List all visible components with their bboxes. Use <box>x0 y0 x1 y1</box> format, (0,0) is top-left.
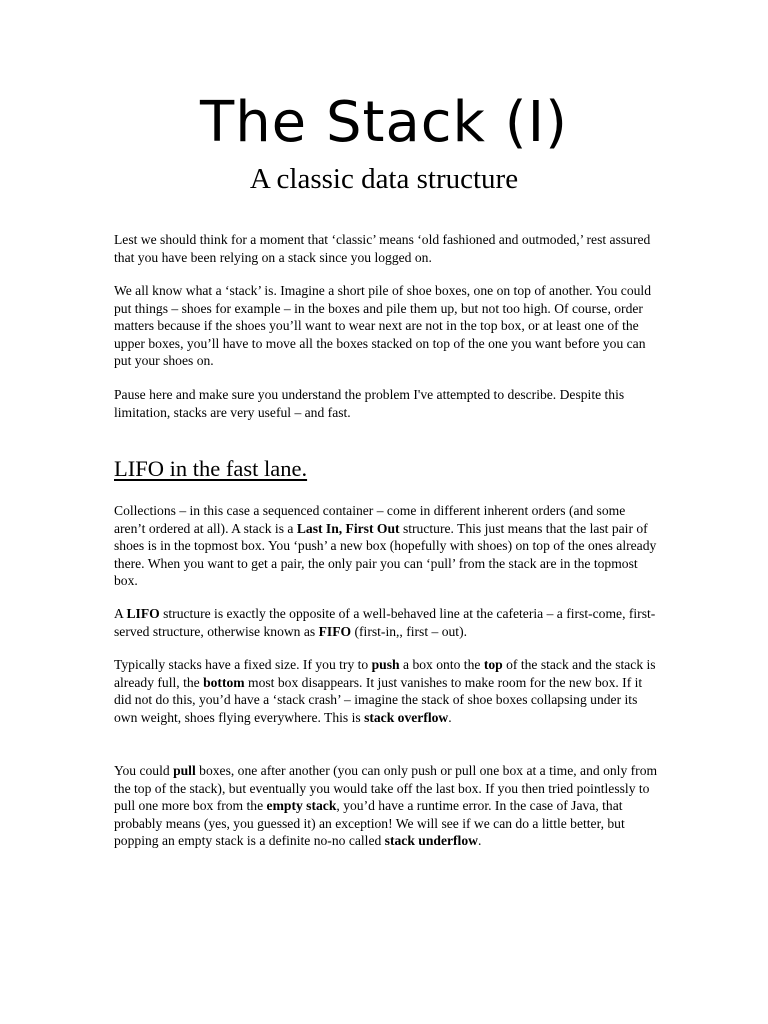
paragraph-text: most box disappears. It just vanishes to make room for the new box. If it did not do this, you’d have a ‘stack crash’ – imagine the stack of shoe boxes collapsing under its own weight, shoes flying everywhere. This is <box>114 674 643 725</box>
bold-term: FIFO <box>318 623 352 639</box>
bold-term: stack overflow <box>364 709 449 725</box>
bold-term: Last In, First Out <box>296 520 400 536</box>
overflow-paragraph <box>114 656 659 726</box>
bold-term: LIFO <box>126 606 160 621</box>
paragraph-text: , you’d have a runtime error. In the case of Java, that probably means (yes, you guessed it) an exception! We will see if we can do a little better, but popping an empty stack is a definite no-no called <box>114 798 625 848</box>
lifo-paragraph <box>114 502 659 590</box>
paragraph-text: structure is exactly the opposite of a well-behaved line at the cafeteria – a first-come, first-served structure, otherwise known as <box>114 606 656 639</box>
paragraph-text: . <box>448 709 452 725</box>
intro-paragraph-1: Lest we should think for a moment that ‘classic’ means ‘old fashioned and outmoded,’ rest assured that you have been relying on a stack since you logged on. <box>114 232 651 265</box>
bold-term: top <box>483 657 503 672</box>
paragraph-text: Collections – in this case a sequenced container – come in different inherent orders (and some aren’t ordered at all). A stack is a <box>114 503 626 536</box>
page-title: The Stack (I) <box>199 90 568 155</box>
paragraph-text: You could <box>114 763 174 778</box>
bold-term: push <box>371 657 400 672</box>
intro-paragraph-2: We all know what a ‘stack’ is. Imagine a short pile of shoe boxes, one on top of another. You could put things – shoes for example – in the boxes and pile them up, but not too high. Of course, order matters because if the shoes you’ll want to wear next are not in the top box, or at least one of the upper boxes, you’ll have to move all the boxes stacked on top of the one you want before you can put your shoes on. <box>114 283 652 368</box>
intro-paragraph-3: Pause here and make sure you understand the problem I've attempted to describe. Despite this limitation, stacks are very useful – and fast. <box>114 387 625 420</box>
paragraph-text: a box onto the <box>399 657 484 672</box>
section-heading: LIFO in the fast lane. <box>114 456 308 481</box>
paragraph-text: structure. This just means that the last pair of shoes is in the topmost box. You ‘push’ a new box (hopefully with shoes) on top of the ones already there. When you want to get a pair, the only pair you can ‘pull’ from the stack are in the topmost box. <box>114 520 657 588</box>
underflow-paragraph <box>114 762 659 850</box>
fifo-paragraph <box>114 605 659 640</box>
paragraph-text: A <box>114 606 127 621</box>
bold-term: pull <box>173 763 196 778</box>
paragraph-text: (first-in,, first – out). <box>351 623 467 639</box>
paragraph-text: Typically stacks have a fixed size. If you try to <box>114 657 372 672</box>
bold-term: stack underflow <box>384 833 478 848</box>
page-subtitle: A classic data structure <box>249 163 519 195</box>
bold-term: bottom <box>203 674 245 690</box>
paragraph-text: boxes, one after another (you can only push or pull one box at a time, and only from the top of the stack), but eventually you would take off the last box. If you then tried pointlessly to pull one more box from the <box>114 763 658 813</box>
paragraph-text: . <box>477 833 482 848</box>
paragraph-text: of the stack and the stack is already full, the <box>114 657 656 690</box>
bold-term: empty stack <box>266 798 337 813</box>
